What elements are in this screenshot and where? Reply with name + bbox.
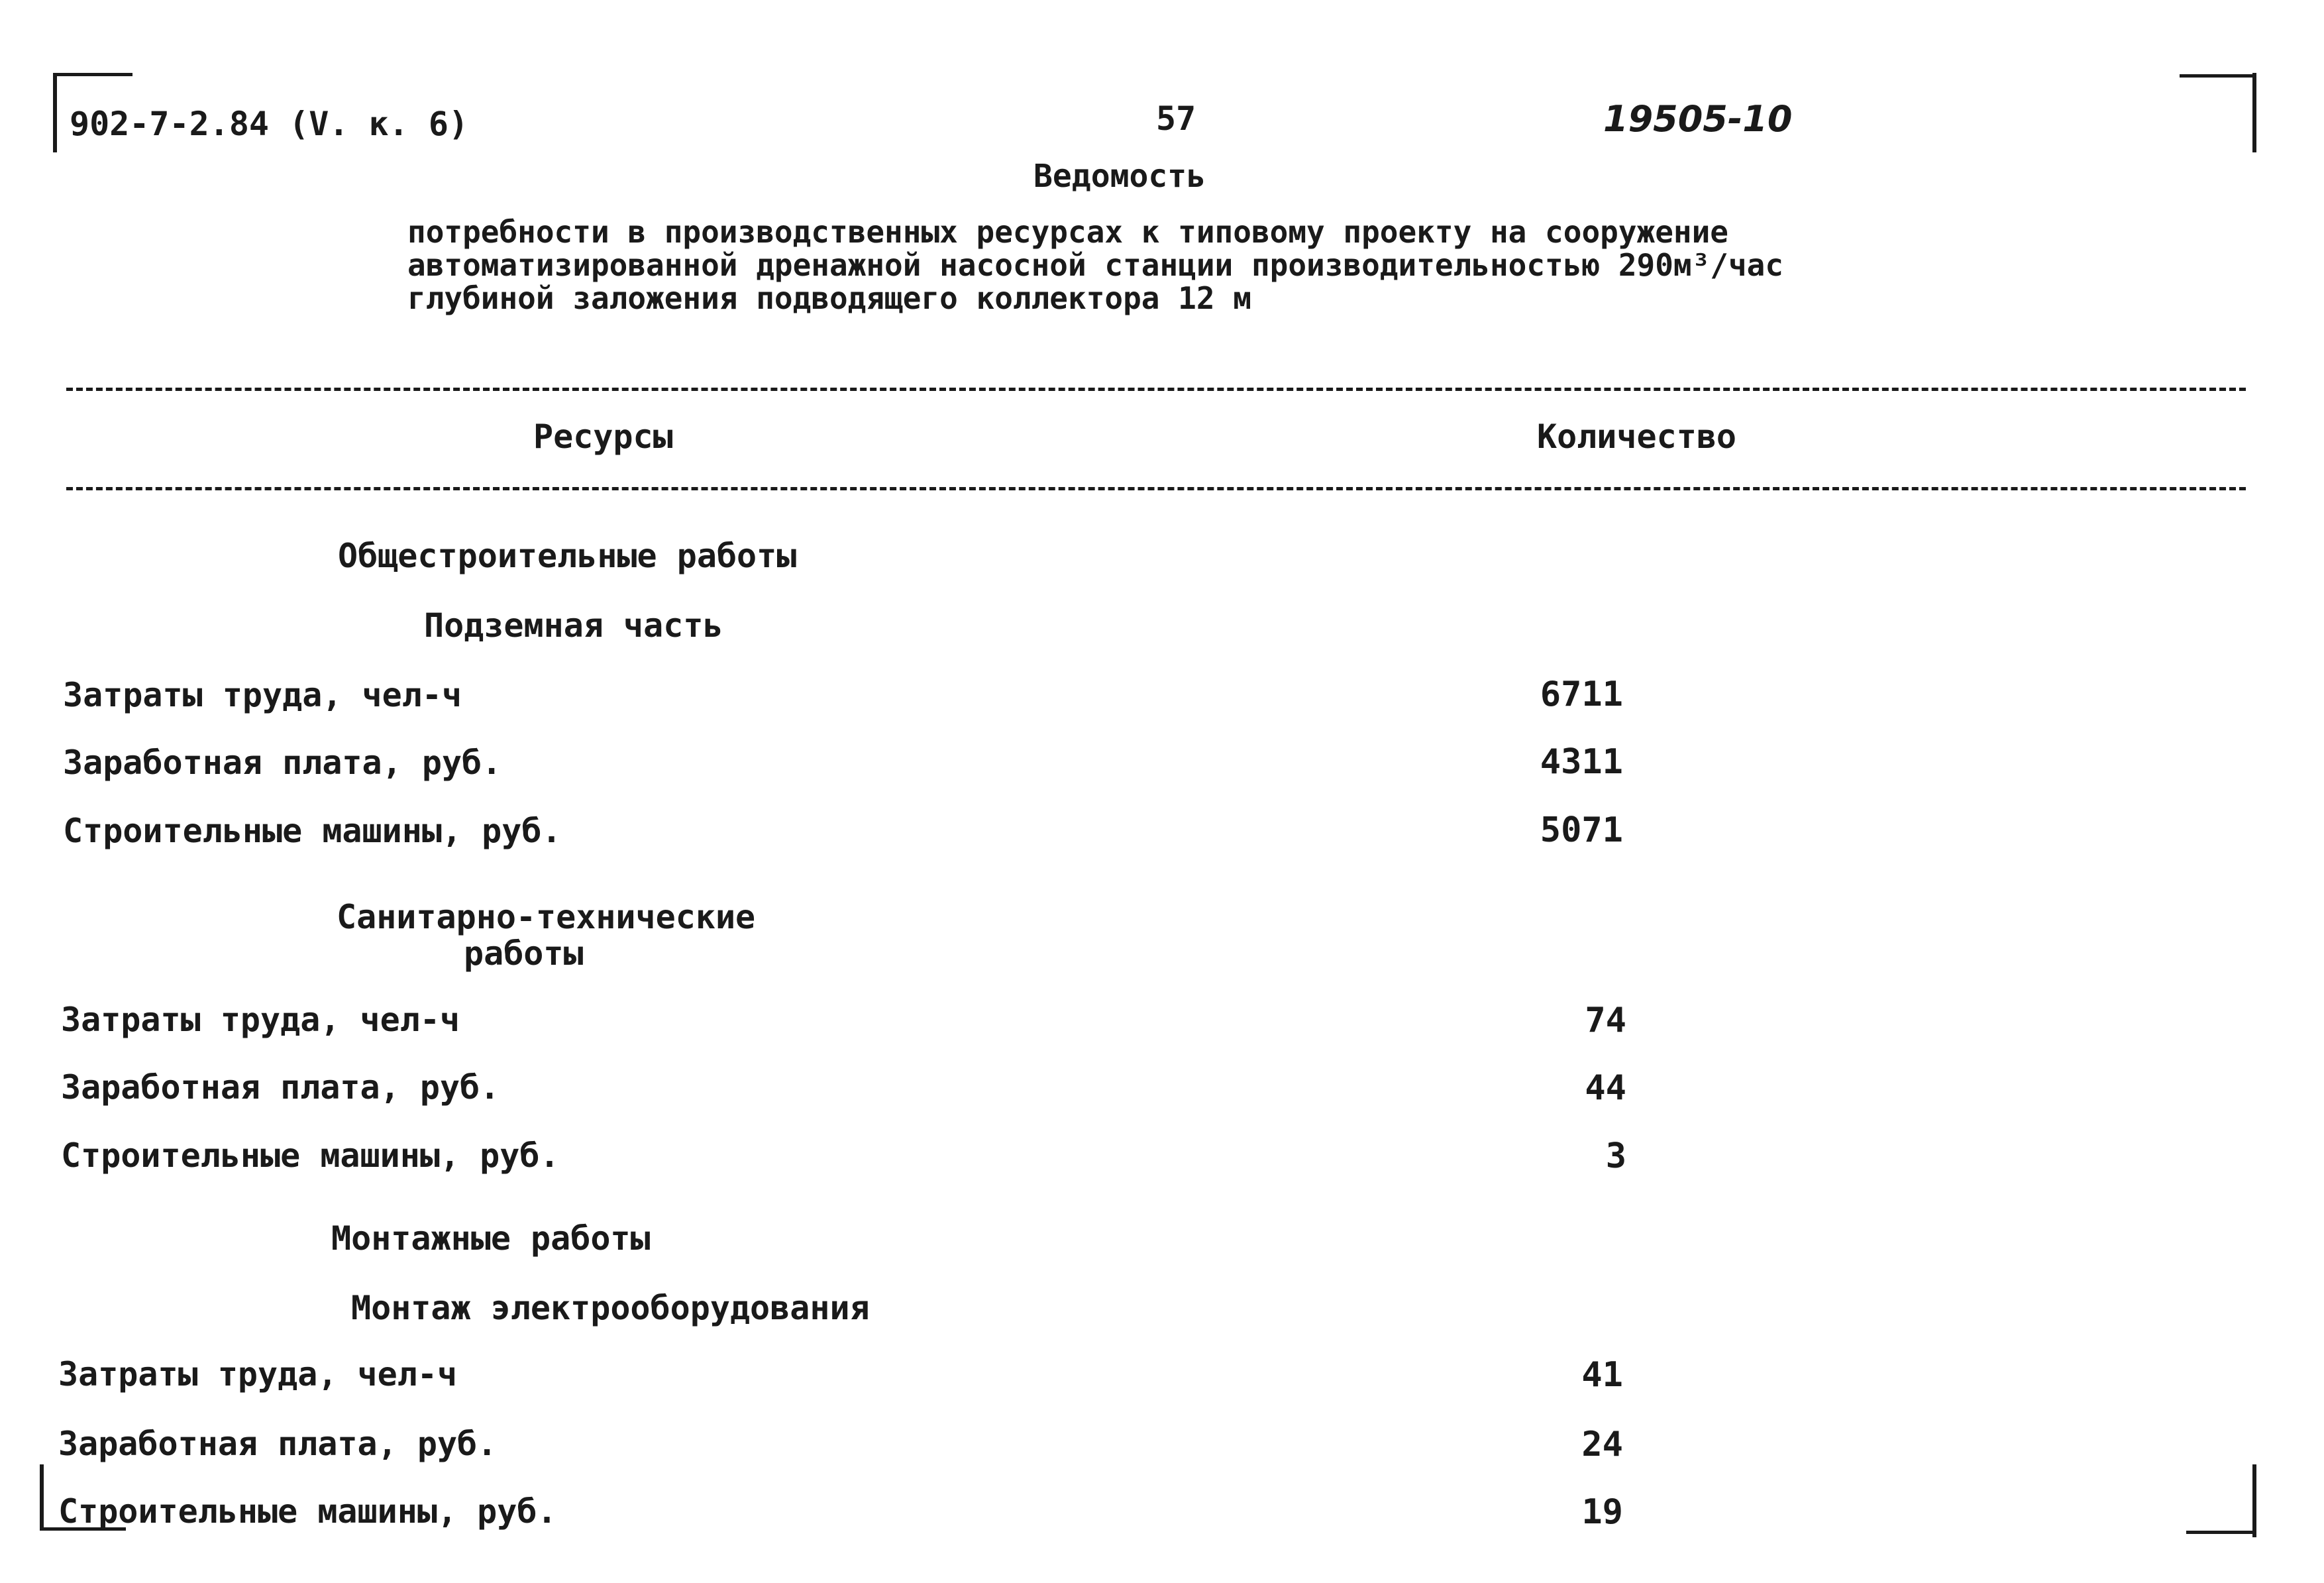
row-value: 44 [1585,1068,1626,1108]
row-value: 24 [1581,1425,1623,1464]
column-header-quantity: Количество [1537,417,1737,456]
frame-corner-top-right-horizontal [2180,74,2256,78]
table-header-rule [66,487,2246,490]
frame-corner-bottom-right-vertical [2252,1464,2256,1537]
row-label: Заработная плата, руб. [58,1425,498,1463]
row-label: Затраты труда, чел-ч [61,1001,460,1039]
section-heading-sanitary-line-2: работы [464,934,584,973]
document-title: Ведомость [1033,158,1206,195]
row-value: 74 [1585,1001,1626,1040]
section-heading-general-construction: Общестроительные работы [338,537,797,575]
section-heading-sanitary-line-1: Санитарно-технические [337,898,756,936]
page-number: 57 [1156,99,1196,138]
row-label: Строительные машины, руб. [61,1136,560,1175]
frame-corner-top-left-vertical [53,73,57,152]
table-top-rule [66,388,2246,391]
row-value: 4311 [1540,742,1623,782]
frame-corner-top-right-vertical [2252,73,2256,152]
frame-corner-bottom-right-horizontal [2186,1531,2256,1534]
section-subheading-electrical: Монтаж электрооборудования [351,1289,870,1327]
archive-number: 19505-10 [1603,98,1793,140]
row-label: Строительные машины, руб. [63,812,562,850]
document-subtitle-line-2: автоматизированной дренажной насосной станции производительностью 290м³/час [407,247,1784,283]
frame-corner-bottom-left-vertical [40,1464,44,1531]
document-subtitle-line-3: глубиной заложения подводящего коллектора 12 м [407,280,1251,316]
row-value: 6711 [1540,675,1623,714]
row-value: 19 [1581,1492,1623,1532]
document-designation: 902-7-2.84 (V. к. 6) [70,105,469,143]
row-label: Затраты труда, чел-ч [63,676,462,714]
frame-corner-top-left-horizontal [53,73,132,76]
row-value: 5071 [1540,810,1623,850]
row-value: 3 [1605,1136,1626,1176]
row-label: Затраты труда, чел-ч [58,1355,458,1393]
row-label: Заработная плата, руб. [63,743,502,782]
row-label: Заработная плата, руб. [61,1068,500,1107]
document-subtitle-line-1: потребности в производственных ресурсах к типовому проекту на сооружение [407,214,1728,250]
section-heading-assembly: Монтажные работы [331,1219,651,1258]
row-label: Строительные машины, руб. [58,1492,557,1531]
column-header-resources: Ресурсы [533,417,673,456]
row-value: 41 [1581,1355,1623,1395]
section-subheading-underground: Подземная часть [424,606,723,645]
